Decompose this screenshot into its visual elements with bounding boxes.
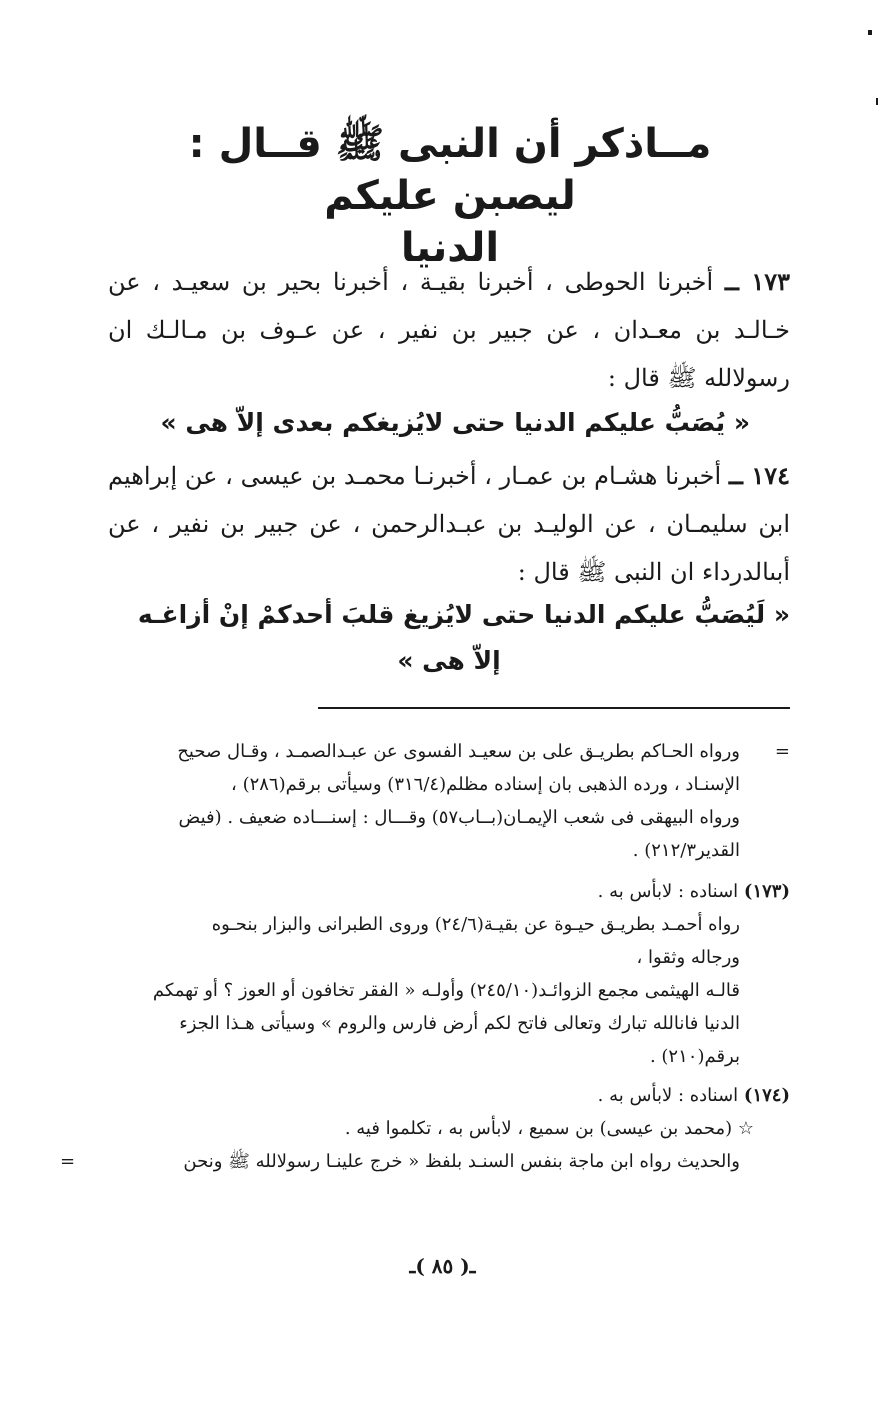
hadith-174: [108, 452, 790, 596]
footnote-label: (١٧٣): [743, 881, 790, 902]
footnote-continuation-line: ورواه البيهقى فى شعب الإيمـان(بــاب٥٧) وقـــال : إسنـــاده ضعيف . (فيض: [178, 807, 740, 828]
footnote-173-header: (١٧٣) اسناده : لابأس به .: [597, 881, 790, 902]
footnote-173-line: برقم(٢١٠) .: [649, 1046, 740, 1067]
footnote-continuation-line: القدير٢١٢/٣) .: [632, 840, 740, 861]
footnote-174-line: ☆ (محمد بن عيسى) بن سميع ، لابأس به ، تكلموا فيه .: [344, 1118, 754, 1139]
footnote-174-line: والحديث رواه ابن ماجة بنفس السنـد بلفظ « خرج علينـا رسولالله ﷺ ونحن =: [108, 1145, 790, 1178]
footnote-label: (١٧٤): [743, 1085, 790, 1106]
footnote-separator: [318, 707, 790, 709]
scan-speck: [868, 30, 872, 35]
hadith-number: ١٧٤ ــ: [728, 461, 790, 490]
footnote-continuation-line: الإسنـاد ، ورده الذهبى بان إسناده مظلم(٣١٦/٤) وسيأتى برقم(٢٨٦) ،: [231, 774, 740, 795]
hadith-174-line-2: ابن سليمـان ، عن الوليـد بن عبـدالرحمن ، عن جبير بن نفير ، عن: [108, 510, 790, 538]
footnote-173-line: الدنيا فانالله تبارك وتعالى فاتح لكم أرض فارس والروم » وسيأتى هـذا الجزء: [179, 1013, 740, 1034]
hadith-174-quote: « لَيُصَبُّ عليكم الدنيا حتى لايُزيغ قلبَ أحدكمْ إنْ أزاغـه إلاّ هى »: [137, 600, 790, 675]
footnote-173-line: رواه أحمـد بطريـق حيـوة عن بقيـة(٢٤/٦) وروى الطبرانى والبزار بنحـوه: [211, 914, 740, 935]
chapter-heading-line-1: مــاذكر أن النبى ﷺ قــال : ليصبن عليكم: [188, 121, 712, 219]
hadith-174-line-3: أبىالدرداء ان النبى ﷺ قال :: [517, 558, 790, 586]
continuation-marker: =: [774, 741, 790, 762]
hadith-174-line-1: ١٧٤ ــ أخبرنا هشـام بن عمـار ، أخبرنـا محمـد بن عيسى ، عن إبراهيم: [108, 461, 790, 490]
hadith-173-quote: « يُصَبُّ عليكم الدنيا حتى لايُزيغكم بعدى إلاّ هى »: [160, 408, 750, 437]
footnote-173-line: قالـه الهيثمى مجمع الزوائـد(٢٤٥/١٠) وأولـه « الفقر تخافون أو العوز ؟ أو تهمكم: [152, 980, 740, 1001]
chapter-heading-line-2: الدنيا: [400, 225, 500, 271]
hadith-173-line-3: رسولالله ﷺ قال :: [607, 364, 790, 392]
hadith-number: ١٧٣ ــ: [724, 267, 790, 296]
continuation-marker: =: [60, 1151, 76, 1172]
star-icon: ☆: [737, 1118, 754, 1139]
footnote-continuation-line: = ورواه الحـاكم بطريـق على بن سعيـد الفسوى عن عبـدالصمـد ، وقـال صحيح: [108, 735, 790, 768]
hadith-173-line-1: ١٧٣ ــ أخبرنا الحوطى ، أخبرنا بقيـة ، أخبرنا بحير بن سعيـد ، عن: [108, 267, 790, 296]
chapter-heading: [140, 118, 760, 274]
page-number: ـ( ٨٥ )ـ: [409, 1254, 476, 1278]
scan-speck: [876, 98, 878, 105]
footnote-173-line: ورجاله وثقوا ،: [636, 947, 740, 968]
footnotes: [60, 735, 790, 1178]
hadith-173-line-2: خـالـد بن معـدان ، عن جبير بن نفير ، عن عـوف بن مـالـك ان: [108, 316, 790, 344]
hadith-173: [108, 258, 790, 402]
footnote-174-header: (١٧٤) اسناده : لابأس به .: [597, 1085, 790, 1106]
